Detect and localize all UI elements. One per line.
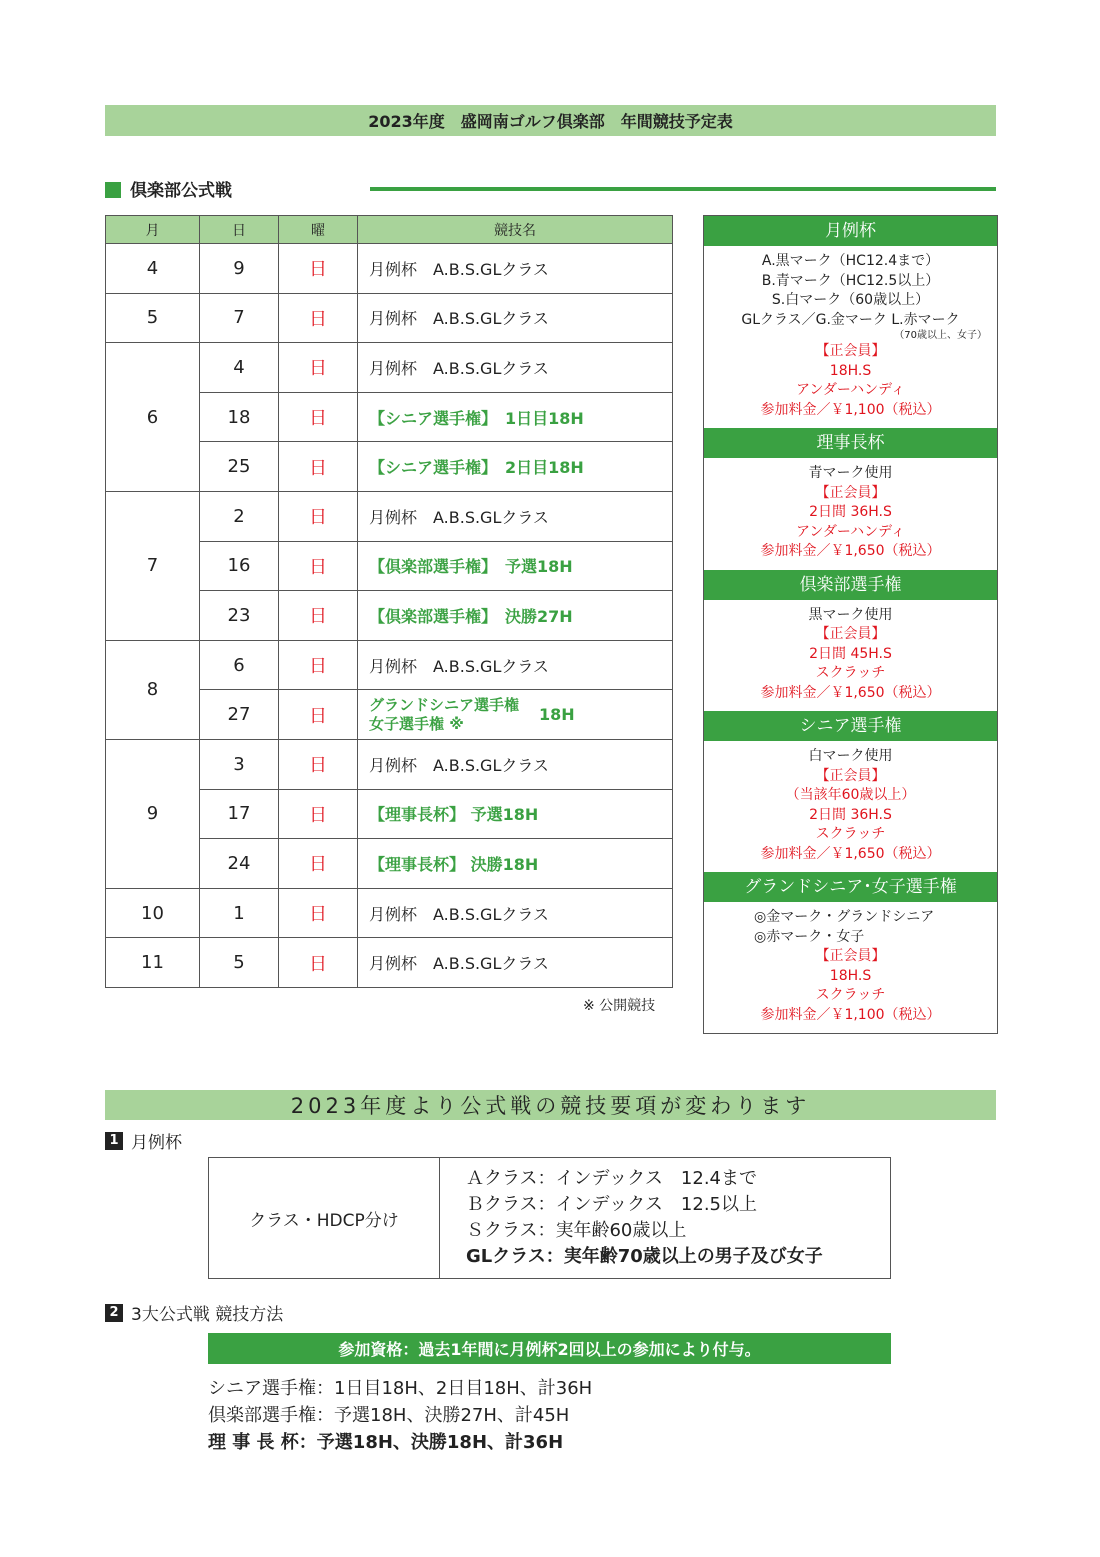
- date-cell: 25: [200, 442, 279, 492]
- event-cell: 月例杯 A.B.S.GLクラス: [358, 343, 673, 393]
- weekday-cell: 日: [279, 690, 358, 740]
- number-badge: 2: [105, 1304, 123, 1322]
- number-badge: 1: [105, 1132, 123, 1150]
- event-cell: 月例杯 A.B.S.GLクラス: [358, 888, 673, 938]
- event-line: 女子選手権 ※: [369, 714, 464, 733]
- methods-list: [208, 1375, 592, 1456]
- weekday-cell: 日: [279, 591, 358, 641]
- event-cell: 月例杯 A.B.S.GLクラス: [358, 938, 673, 988]
- weekday-cell: 日: [279, 789, 358, 839]
- table-row: [106, 739, 673, 789]
- date-cell: 17: [200, 789, 279, 839]
- info-title-senior: シニア選手権: [704, 711, 997, 741]
- info-title-grand: グランドシニア･女子選手権: [704, 872, 997, 902]
- month-cell: 9: [106, 739, 200, 888]
- date-cell: 6: [200, 640, 279, 690]
- event-cell: 【シニア選手権】 1日目18H: [358, 392, 673, 442]
- info-line: 黒マーク使用: [808, 606, 893, 623]
- event-line: グランドシニア選手権: [369, 695, 520, 714]
- info-body-chairman: [704, 458, 997, 570]
- info-line: 【正会員】: [815, 484, 886, 501]
- date-cell: 9: [200, 244, 279, 294]
- info-body-club: [704, 600, 997, 712]
- info-line: スクラッチ: [815, 987, 886, 1003]
- info-body-grand: [704, 902, 997, 1033]
- info-line: ◎赤マーク・女子: [754, 928, 865, 945]
- section-title: 倶楽部公式戦: [130, 181, 232, 201]
- class-row: GLクラス：実年齢70歳以上の男子及び女子: [466, 1246, 823, 1267]
- class-label: クラス・HDCP分け: [209, 1158, 440, 1279]
- table-row: [106, 888, 673, 938]
- weekday-cell: 日: [279, 442, 358, 492]
- weekday-cell: 日: [279, 541, 358, 591]
- header-event: 競技名: [358, 216, 673, 244]
- weekday-cell: 日: [279, 491, 358, 541]
- weekday-cell: 日: [279, 938, 358, 988]
- date-cell: 16: [200, 541, 279, 591]
- event-cell: 【理事長杯】 予選18H: [358, 789, 673, 839]
- info-line: 18H.S: [829, 967, 872, 984]
- table-row: [106, 343, 673, 393]
- event-cell: 【倶楽部選手権】 予選18H: [358, 541, 673, 591]
- weekday-cell: 日: [279, 888, 358, 938]
- event-cell: 【倶楽部選手権】 決勝27H: [358, 591, 673, 641]
- info-line: S.白マーク（60歳以上）: [771, 292, 930, 308]
- section-1-title: 月例杯: [131, 1133, 182, 1153]
- event-cell: 月例杯 A.B.S.GLクラス: [358, 640, 673, 690]
- class-table: [208, 1157, 891, 1279]
- info-line: 【正会員】: [815, 948, 886, 964]
- event-cell: 【理事長杯】 決勝18H: [358, 839, 673, 889]
- weekday-cell: 日: [279, 244, 358, 294]
- date-cell: 5: [200, 938, 279, 988]
- event-cell: 月例杯 A.B.S.GLクラス: [358, 244, 673, 294]
- method-line: 理 事 長 杯：予選18H、決勝18H、計36H: [208, 1432, 564, 1453]
- date-cell: 3: [200, 739, 279, 789]
- info-body-senior: [704, 741, 997, 872]
- info-line: アンダーハンディ: [795, 382, 906, 398]
- info-line: B.青マーク（HC12.5以上）: [761, 272, 940, 289]
- info-note: （70歳以上、女子）: [894, 330, 987, 341]
- info-line: ◎金マーク・グランドシニア: [754, 909, 935, 925]
- class-values: [440, 1158, 891, 1279]
- month-cell: 8: [106, 640, 200, 739]
- date-cell: 18: [200, 392, 279, 442]
- section-1-heading: [105, 1128, 182, 1153]
- info-body-monthly: [704, 246, 997, 428]
- info-title-club: 倶楽部選手権: [704, 570, 997, 600]
- weekday-cell: 日: [279, 343, 358, 393]
- info-line: （当該年60歳以上）: [785, 787, 916, 803]
- month-cell: 5: [106, 293, 200, 343]
- event-cell: 月例杯 A.B.S.GLクラス: [358, 293, 673, 343]
- info-line: 【正会員】: [815, 626, 886, 642]
- info-line: スクラッチ: [815, 665, 886, 681]
- event-cell: 月例杯 A.B.S.GLクラス: [358, 491, 673, 541]
- info-line: 白マーク使用: [808, 748, 893, 764]
- page-title: 2023年度 盛岡南ゴルフ倶楽部 年間競技予定表: [105, 105, 996, 136]
- class-row: Ｂクラス：インデックス 12.5以上: [466, 1194, 757, 1215]
- table-row: [106, 491, 673, 541]
- header-date: 日: [200, 216, 279, 244]
- event-cell: 月例杯 A.B.S.GLクラス: [358, 739, 673, 789]
- event-holes: 18H: [539, 705, 575, 725]
- table-row: [106, 938, 673, 988]
- date-cell: 24: [200, 839, 279, 889]
- info-fee: 参加料金／￥1,650（税込）: [760, 845, 941, 862]
- square-icon: [105, 182, 121, 198]
- schedule-table: [105, 215, 673, 988]
- table-row: [106, 293, 673, 343]
- info-line: GLクラス／G.金マーク L.赤マーク: [741, 311, 960, 328]
- month-cell: 6: [106, 343, 200, 492]
- header-month: 月: [106, 216, 200, 244]
- info-panel: [703, 215, 998, 1034]
- table-row: [106, 640, 673, 690]
- divider: [370, 187, 996, 191]
- event-cell: [358, 690, 673, 740]
- date-cell: 2: [200, 491, 279, 541]
- weekday-cell: 日: [279, 839, 358, 889]
- info-line: 2日間 36H.S: [809, 806, 892, 823]
- method-line: 倶楽部選手権：予選18H、決勝27H、計45H: [208, 1405, 570, 1426]
- info-line: アンダーハンディ: [795, 523, 906, 540]
- header-weekday: 曜: [279, 216, 358, 244]
- section-2-heading: [105, 1300, 283, 1325]
- info-fee: 参加料金／￥1,100（税込）: [760, 1006, 941, 1023]
- info-line: スクラッチ: [815, 826, 886, 842]
- info-line: 2日間 36H.S: [809, 504, 892, 520]
- info-title-chairman: 理事長杯: [704, 428, 997, 458]
- month-cell: 4: [106, 244, 200, 294]
- date-cell: 23: [200, 591, 279, 641]
- weekday-cell: 日: [279, 293, 358, 343]
- info-fee: 参加料金／￥1,650（税込）: [760, 543, 941, 559]
- date-cell: 1: [200, 888, 279, 938]
- notice-banner: 2023年度より公式戦の競技要項が変わります: [105, 1090, 996, 1120]
- section-2-title: 3大公式戦 競技方法: [131, 1305, 284, 1325]
- weekday-cell: 日: [279, 739, 358, 789]
- section-header: [105, 176, 996, 202]
- info-line: 【正会員】: [815, 767, 886, 784]
- class-row: Ｓクラス：実年齢60歳以上: [466, 1220, 687, 1241]
- event-cell: 【シニア選手権】 2日目18H: [358, 442, 673, 492]
- info-line: 青マーク使用: [808, 465, 893, 481]
- eligibility-bar: 参加資格：過去1年間に月例杯2回以上の参加により付与。: [208, 1333, 891, 1364]
- class-row: Ａクラス：インデックス 12.4まで: [466, 1168, 757, 1189]
- month-cell: 11: [106, 938, 200, 988]
- info-fee: 参加料金／￥1,100（税込）: [760, 401, 941, 418]
- month-cell: 7: [106, 491, 200, 640]
- month-cell: 10: [106, 888, 200, 938]
- table-row: [106, 244, 673, 294]
- date-cell: 4: [200, 343, 279, 393]
- info-line: 2日間 45H.S: [809, 645, 892, 662]
- weekday-cell: 日: [279, 640, 358, 690]
- info-line: 【正会員】: [815, 343, 886, 359]
- weekday-cell: 日: [279, 392, 358, 442]
- footnote: ※ 公開競技: [583, 998, 656, 1014]
- info-line: 18H.S: [829, 362, 872, 379]
- info-fee: 参加料金／￥1,650（税込）: [760, 684, 941, 701]
- date-cell: 27: [200, 690, 279, 740]
- date-cell: 7: [200, 293, 279, 343]
- info-title-monthly: 月例杯: [704, 216, 997, 246]
- method-line: シニア選手権：1日目18H、2日目18H、計36H: [208, 1378, 593, 1399]
- info-line: A.黒マーク（HC12.4まで）: [761, 253, 940, 269]
